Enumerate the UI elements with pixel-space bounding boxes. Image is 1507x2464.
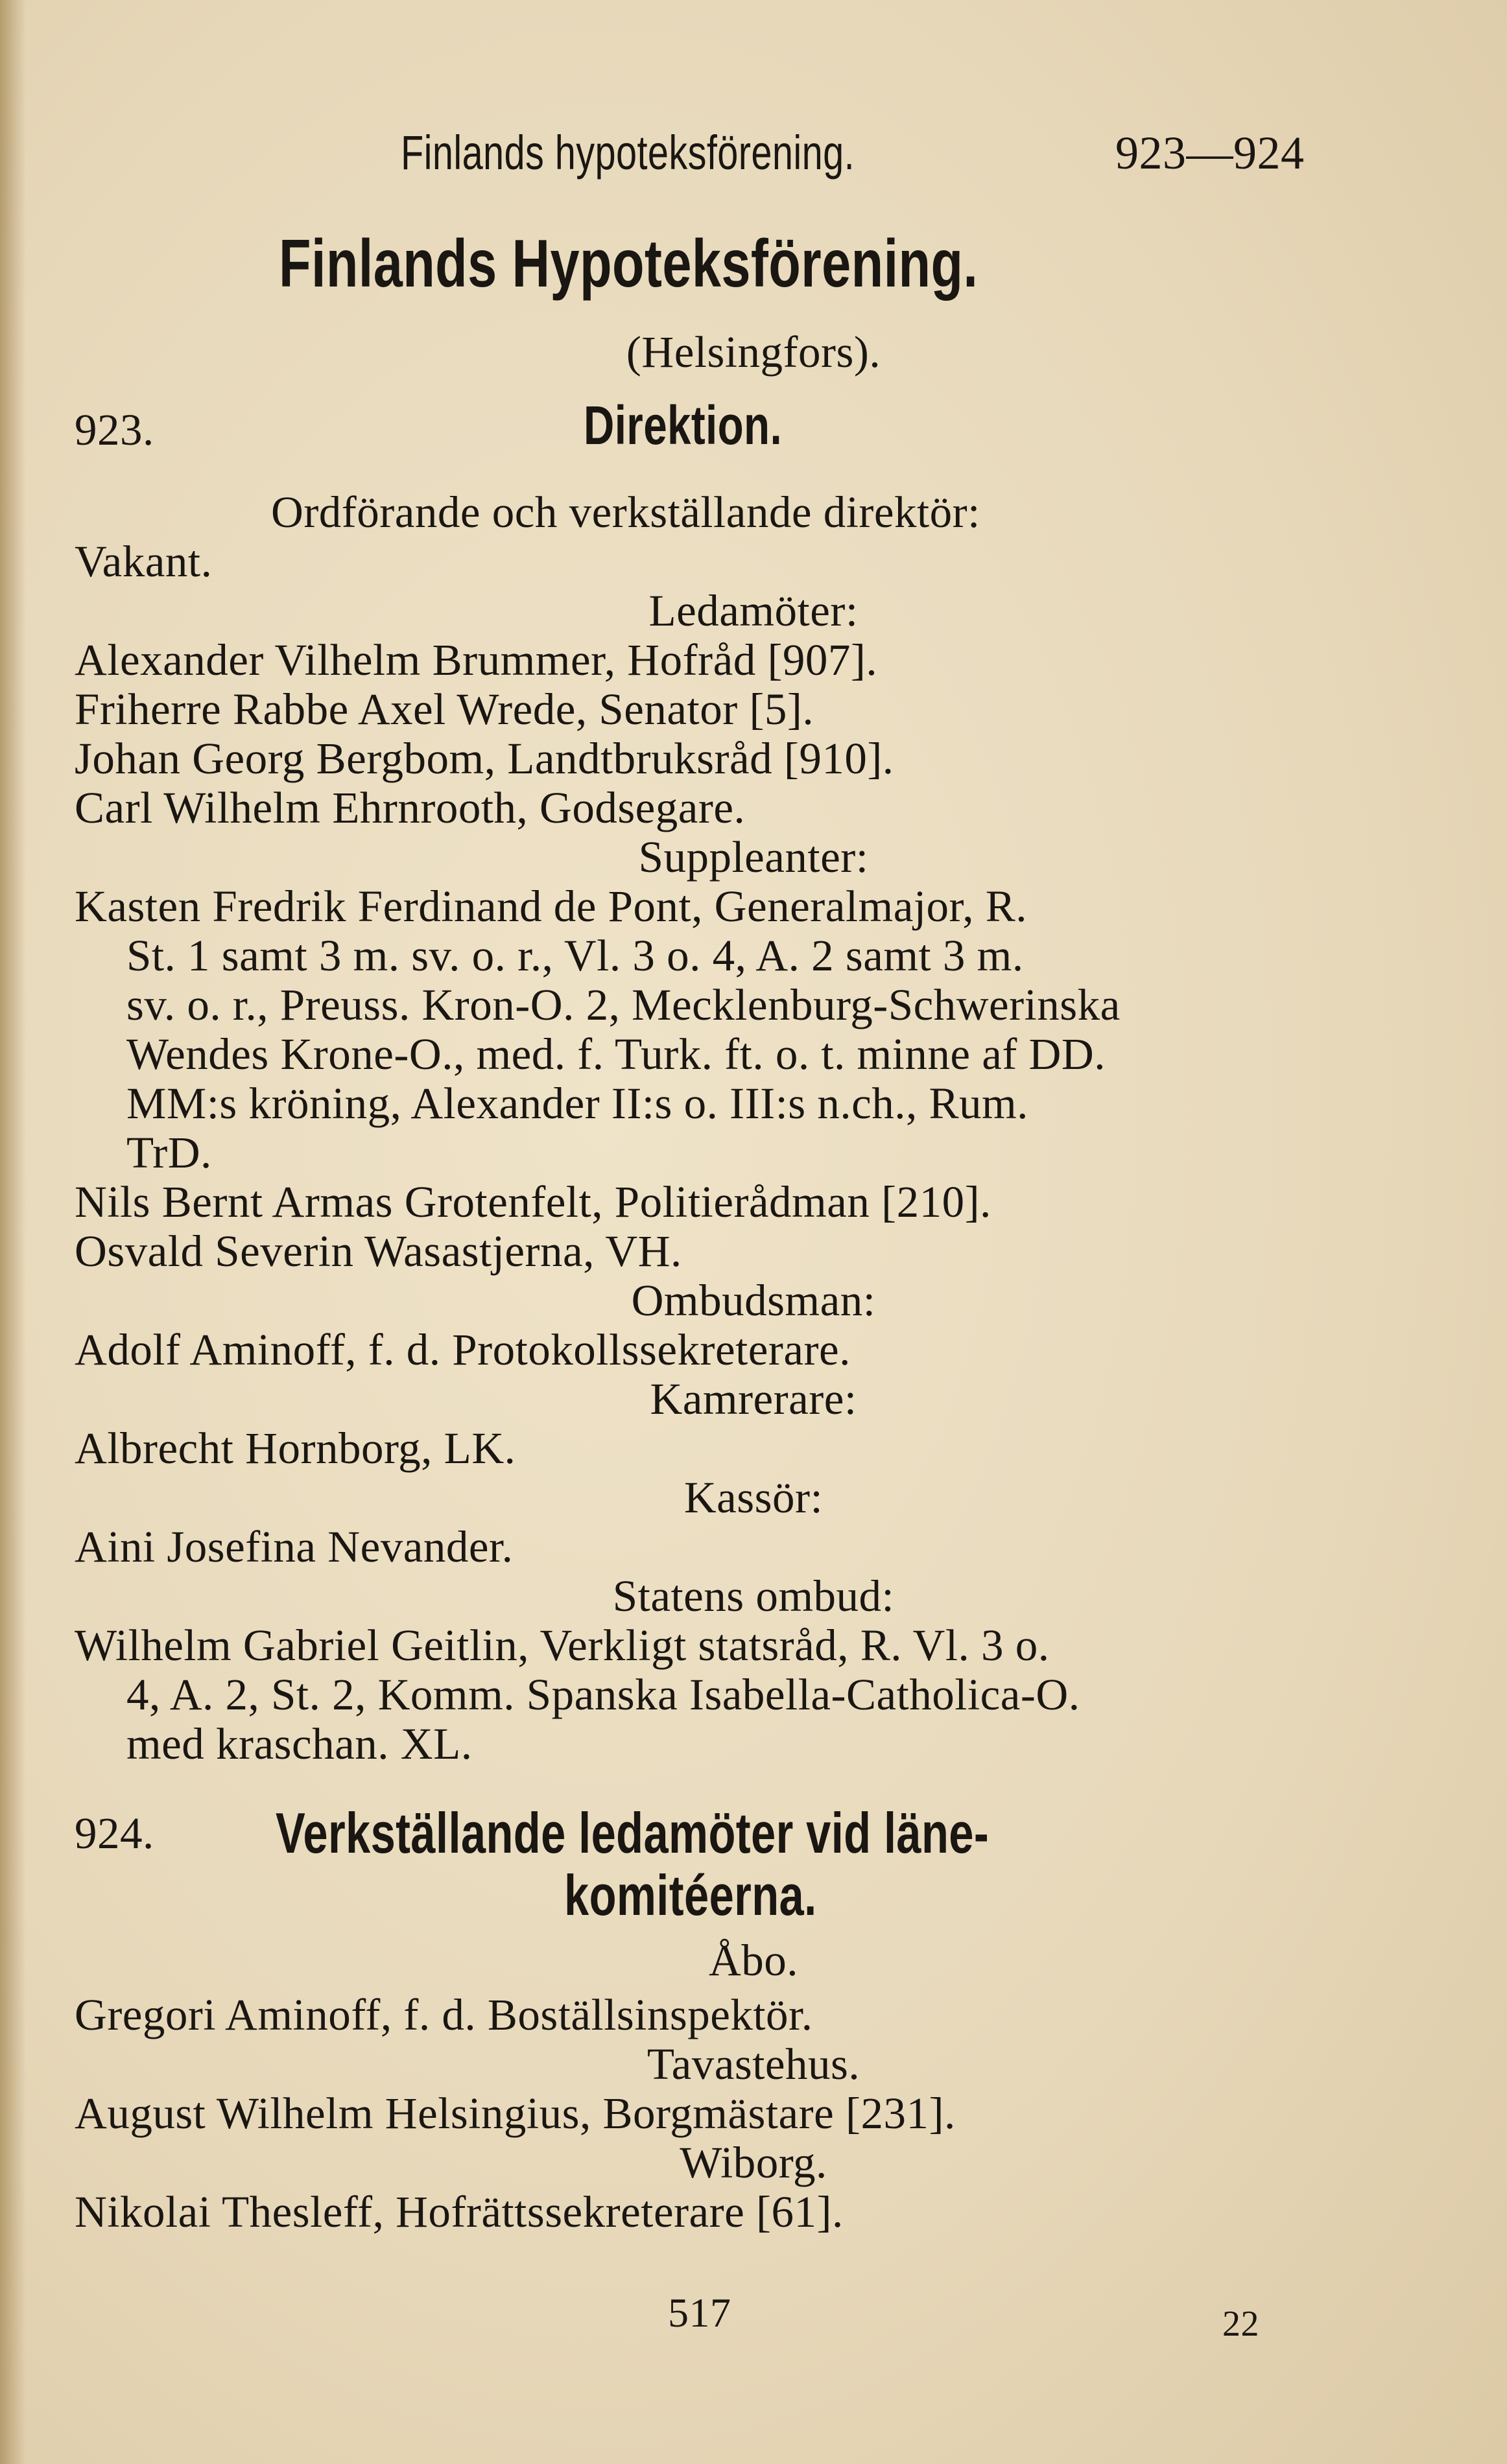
deputy-1-line-3: sv. o. r., Preuss. Kron-O. 2, Mecklenburg-Schwerinska — [126, 980, 1121, 1029]
members-label: Ledamöter: — [648, 586, 859, 635]
section-heading: Direktion. — [584, 395, 783, 456]
place-abo: Åbo. — [708, 1936, 799, 1985]
state-line-2: 4, A. 2, St. 2, Komm. Spanska Isabella-Catholica-O. — [126, 1670, 1080, 1719]
member-4: Carl Wilhelm Ehrnrooth, Godsegare. — [75, 783, 746, 832]
deputy-1-line-2: St. 1 samt 3 m. sv. o. r., Vl. 3 o. 4, A. 2 samt 3 m. — [126, 931, 1024, 980]
state-line-3: med kraschan. XL. — [126, 1719, 473, 1768]
ombudsman-label: Ombudsman: — [631, 1276, 876, 1325]
state-line-1: Wilhelm Gabriel Geitlin, Verkligt statsråd, R. Vl. 3 o. — [75, 1621, 1050, 1670]
kamrerare-label: Kamrerare: — [650, 1374, 857, 1424]
deputies-label: Suppleanter: — [638, 832, 869, 882]
section-number-924: 924. — [75, 1809, 154, 1858]
deputy-1-line-6: TrD. — [126, 1128, 212, 1177]
deputy-1-line-5: MM:s kröning, Alexander II:s o. III:s n.ch., Rum. — [126, 1079, 1028, 1128]
chair-label: Ordförande och verkställande direktör: — [271, 487, 980, 537]
chair-value: Vakant. — [75, 537, 213, 586]
deputy-3: Osvald Severin Wasastjerna, VH. — [75, 1226, 682, 1276]
deputy-1-line-1: Kasten Fredrik Ferdinand de Pont, Generalmajor, R. — [75, 882, 1027, 931]
page-range: 923—924 — [1115, 127, 1305, 179]
signature-mark: 22 — [1222, 2304, 1259, 2344]
kassor: Aini Josefina Nevander. — [75, 1522, 514, 1571]
deputy-2: Nils Bernt Armas Grotenfelt, Politierådman [210]. — [75, 1177, 991, 1226]
section-number-923: 923. — [75, 405, 154, 454]
place-tavastehus: Tavastehus. — [647, 2039, 860, 2089]
entry-abo: Gregori Aminoff, f. d. Boställsinspektör. — [75, 1990, 813, 2039]
kamrerare: Albrecht Hornborg, LK. — [75, 1424, 516, 1473]
subtitle: (Helsingfors). — [626, 327, 881, 377]
deputy-1-line-4: Wendes Krone-O., med. f. Turk. ft. o. t. minne af DD. — [126, 1029, 1106, 1079]
member-2: Friherre Rabbe Axel Wrede, Senator [5]. — [75, 685, 814, 734]
main-title: Finlands Hypoteksförening. — [279, 226, 979, 301]
member-1: Alexander Vilhelm Brummer, Hofråd [907]. — [75, 635, 878, 685]
ombudsman: Adolf Aminoff, f. d. Protokollssekreterare. — [75, 1325, 851, 1374]
place-wiborg: Wiborg. — [680, 2138, 827, 2187]
running-title: Finlands hypoteksförening. — [401, 126, 855, 180]
state-label: Statens ombud: — [612, 1571, 895, 1621]
kassor-label: Kassör: — [683, 1473, 824, 1522]
section-924-title-line-2: komitéerna. — [564, 1863, 817, 1927]
member-3: Johan Georg Bergbom, Landtbruksråd [910]. — [75, 734, 894, 783]
entry-wiborg: Nikolai Thesleff, Hofrättssekreterare [61]. — [75, 2187, 844, 2236]
section-924-title-line-1: Verkställande ledamöter vid läne- — [276, 1801, 990, 1865]
entry-tavastehus: August Wilhelm Helsingius, Borgmästare [231]. — [75, 2089, 956, 2138]
page-number: 517 — [668, 2290, 731, 2336]
